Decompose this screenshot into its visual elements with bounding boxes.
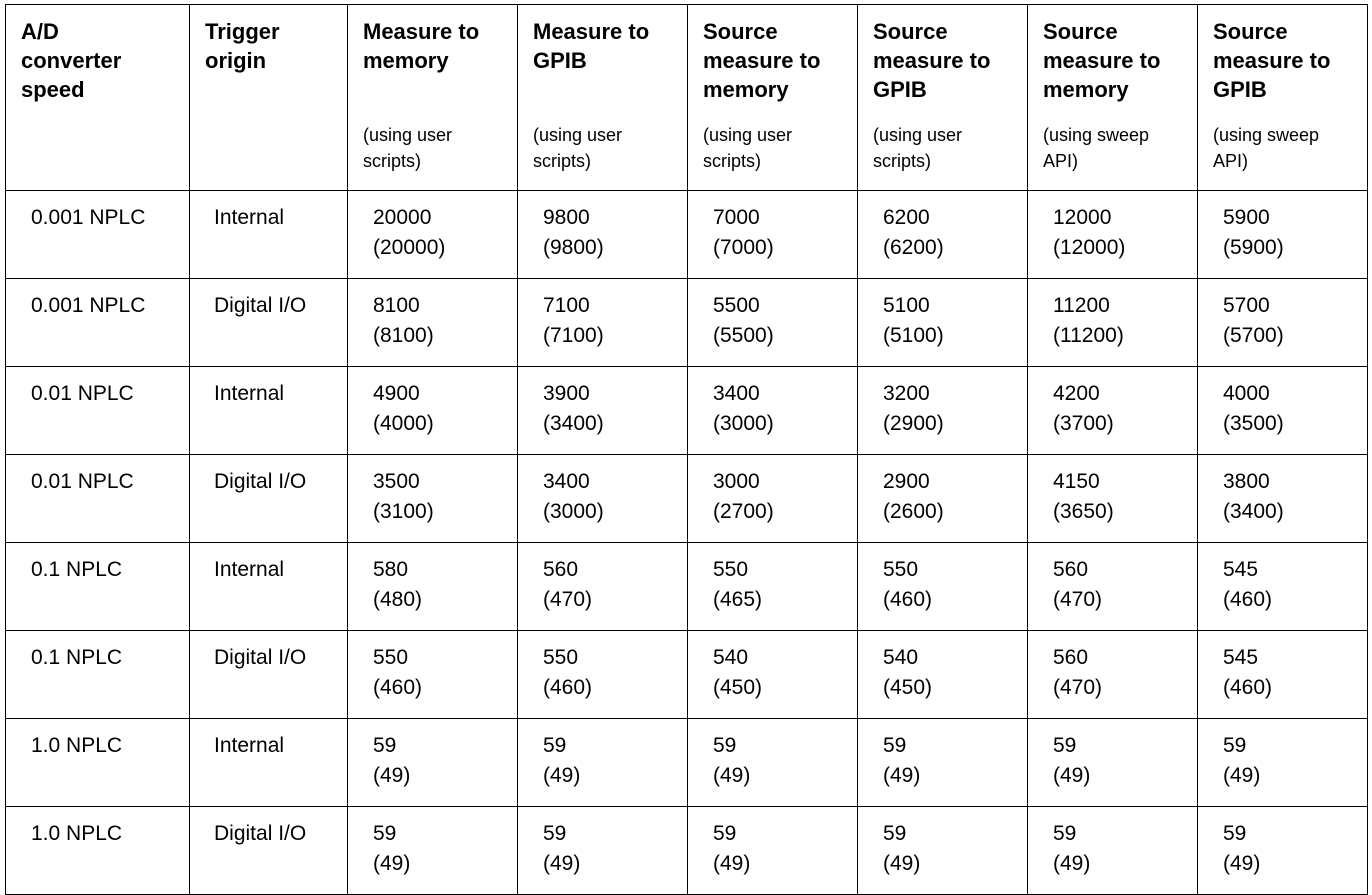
cell-rate [688,719,858,807]
header-measure-memory-scripts [348,5,518,191]
cell-rate [858,191,1028,279]
rate-value-parenthesized: (49) [1053,764,1091,787]
cell-rate [1198,367,1368,455]
header-note: (using user scripts) [533,125,623,171]
rate-value-parenthesized: (5700) [1223,324,1284,347]
cell-rate [518,719,688,807]
rate-value-parenthesized: (460) [373,676,423,699]
rate-value: 12000 [1053,206,1112,229]
rate-value-parenthesized: (460) [543,676,593,699]
cell-rate [1198,191,1368,279]
rate-value-parenthesized: (2600) [883,500,944,523]
rate-value: 550 [543,646,579,669]
rate-value: 550 [713,558,749,581]
rate-value-parenthesized: (3100) [373,500,434,523]
rate-value-parenthesized: (5900) [1223,236,1284,259]
cell-rate [1198,719,1368,807]
cell-trigger-origin: Digital I/O [190,631,348,719]
cell-ad-speed: 0.1 NPLC [6,543,190,631]
header-source-measure-gpib-scripts [858,5,1028,191]
table-row [6,191,1368,279]
rate-value-parenthesized: (49) [713,764,751,787]
table-row [6,631,1368,719]
cell-rate [1028,191,1198,279]
cell-rate [1198,455,1368,543]
cell-rate [688,367,858,455]
header-title: Measure to memory [363,19,480,73]
rate-value: 560 [543,558,579,581]
rate-value-parenthesized: (460) [1223,588,1273,611]
rate-value: 3200 [883,382,930,405]
rate-value: 5900 [1223,206,1270,229]
rate-value: 3800 [1223,470,1270,493]
rate-value-parenthesized: (3400) [543,412,604,435]
cell-rate [348,807,518,895]
rate-value-parenthesized: (5100) [883,324,944,347]
table-row [6,455,1368,543]
header-title: Trigger origin [205,19,280,73]
cell-rate [518,543,688,631]
cell-ad-speed: 0.01 NPLC [6,455,190,543]
rate-value-parenthesized: (470) [1053,676,1103,699]
cell-rate [348,543,518,631]
cell-rate [518,191,688,279]
cell-ad-speed: 0.01 NPLC [6,367,190,455]
table-row [6,807,1368,895]
header-title: Source measure to memory [703,19,821,102]
rate-value-parenthesized: (470) [543,588,593,611]
header-title: Measure to GPIB [533,19,650,73]
rate-value-parenthesized: (470) [1053,588,1103,611]
cell-rate [858,367,1028,455]
cell-rate [518,631,688,719]
rate-value-parenthesized: (480) [373,588,423,611]
rate-value: 6200 [883,206,930,229]
cell-rate [858,455,1028,543]
rate-value: 545 [1223,646,1259,669]
rate-value: 4200 [1053,382,1100,405]
cell-rate [348,455,518,543]
rate-value-parenthesized: (49) [1223,764,1261,787]
header-title: A/D converter speed [21,19,122,102]
header-note: (using user scripts) [873,125,963,171]
rate-value: 59 [883,734,907,757]
rate-value: 4000 [1223,382,1270,405]
rate-value: 59 [373,822,397,845]
cell-rate [688,631,858,719]
rate-value: 20000 [373,206,432,229]
rate-value-parenthesized: (8100) [373,324,434,347]
rate-value: 5100 [883,294,930,317]
rate-value-parenthesized: (9800) [543,236,604,259]
cell-rate [688,807,858,895]
rate-value: 59 [1223,822,1247,845]
rate-value: 59 [1223,734,1247,757]
rate-value-parenthesized: (7100) [543,324,604,347]
rate-value: 59 [713,734,737,757]
rate-value: 5500 [713,294,760,317]
rate-value: 7000 [713,206,760,229]
rate-value-parenthesized: (49) [883,852,921,875]
rate-value-parenthesized: (460) [883,588,933,611]
rate-value: 580 [373,558,409,581]
rate-value: 59 [1053,822,1077,845]
rate-value: 3000 [713,470,760,493]
cell-rate [1028,719,1198,807]
table-row [6,719,1368,807]
table-header-row [6,5,1368,191]
cell-trigger-origin: Digital I/O [190,807,348,895]
rate-value: 550 [373,646,409,669]
rate-value: 550 [883,558,919,581]
header-note: (using sweep API) [1043,125,1150,171]
cell-ad-speed: 1.0 NPLC [6,807,190,895]
table-row [6,367,1368,455]
cell-rate [1028,455,1198,543]
rate-value-parenthesized: (7000) [713,236,774,259]
rate-value-parenthesized: (465) [713,588,763,611]
cell-rate [858,543,1028,631]
rate-value-parenthesized: (49) [713,852,751,875]
cell-trigger-origin: Digital I/O [190,279,348,367]
rate-value-parenthesized: (5500) [713,324,774,347]
header-note: (using sweep API) [1213,125,1320,171]
cell-rate [1198,807,1368,895]
header-measure-gpib-scripts [518,5,688,191]
rate-value: 560 [1053,646,1089,669]
cell-ad-speed: 0.001 NPLC [6,279,190,367]
cell-rate [518,279,688,367]
rate-value: 59 [883,822,907,845]
rate-value-parenthesized: (3400) [1223,500,1284,523]
cell-rate [1028,367,1198,455]
cell-rate [688,455,858,543]
rate-value: 59 [373,734,397,757]
cell-rate [1028,543,1198,631]
cell-rate [858,807,1028,895]
rate-value: 540 [713,646,749,669]
rate-value: 2900 [883,470,930,493]
rate-value: 59 [713,822,737,845]
rate-value-parenthesized: (49) [1053,852,1091,875]
rate-value-parenthesized: (3650) [1053,500,1114,523]
cell-rate [348,279,518,367]
rate-value: 560 [1053,558,1089,581]
rate-value-parenthesized: (49) [543,852,581,875]
rate-value-parenthesized: (6200) [883,236,944,259]
rate-value-parenthesized: (12000) [1053,236,1126,259]
cell-rate [858,719,1028,807]
rate-value-parenthesized: (3000) [713,412,774,435]
header-note: (using user scripts) [703,125,793,171]
cell-ad-speed: 0.001 NPLC [6,191,190,279]
rate-value-parenthesized: (3000) [543,500,604,523]
cell-rate [858,279,1028,367]
cell-rate [348,367,518,455]
cell-rate [518,367,688,455]
rate-value: 4150 [1053,470,1100,493]
speed-table [5,4,1368,895]
cell-trigger-origin: Internal [190,543,348,631]
header-source-measure-gpib-sweep [1198,5,1368,191]
table-row [6,543,1368,631]
cell-rate [1198,543,1368,631]
rate-value-parenthesized: (3700) [1053,412,1114,435]
cell-rate [688,543,858,631]
rate-value-parenthesized: (460) [1223,676,1273,699]
rate-value: 4900 [373,382,420,405]
cell-rate [518,807,688,895]
cell-rate [1198,279,1368,367]
cell-ad-speed: 1.0 NPLC [6,719,190,807]
rate-value: 3500 [373,470,420,493]
cell-rate [518,455,688,543]
header-note: (using user scripts) [363,125,453,171]
cell-rate [688,279,858,367]
rate-value-parenthesized: (2700) [713,500,774,523]
header-source-measure-memory-scripts [688,5,858,191]
rate-value-parenthesized: (3500) [1223,412,1284,435]
rate-value-parenthesized: (49) [883,764,921,787]
cell-rate [348,719,518,807]
header-source-measure-memory-sweep [1028,5,1198,191]
cell-rate [688,191,858,279]
rate-value: 59 [543,822,567,845]
cell-rate [1198,631,1368,719]
cell-rate [1028,631,1198,719]
cell-rate [858,631,1028,719]
table-row [6,279,1368,367]
rate-value: 540 [883,646,919,669]
rate-value: 5700 [1223,294,1270,317]
rate-value-parenthesized: (49) [373,852,411,875]
rate-value-parenthesized: (49) [1223,852,1261,875]
rate-value-parenthesized: (4000) [373,412,434,435]
header-title: Source measure to GPIB [873,19,991,102]
header-title: Source measure to memory [1043,19,1161,102]
cell-trigger-origin: Internal [190,719,348,807]
rate-value: 9800 [543,206,590,229]
table-body [6,191,1368,895]
rate-value: 7100 [543,294,590,317]
rate-value: 59 [543,734,567,757]
cell-rate [348,631,518,719]
rate-value-parenthesized: (49) [373,764,411,787]
cell-ad-speed: 0.1 NPLC [6,631,190,719]
rate-value: 545 [1223,558,1259,581]
cell-rate [1028,807,1198,895]
cell-trigger-origin: Internal [190,191,348,279]
rate-value-parenthesized: (11200) [1053,324,1124,347]
rate-value: 11200 [1053,294,1110,317]
cell-rate [348,191,518,279]
rate-value: 3400 [713,382,760,405]
header-title: Source measure to GPIB [1213,19,1331,102]
cell-trigger-origin: Digital I/O [190,455,348,543]
rate-value: 3400 [543,470,590,493]
rate-value-parenthesized: (450) [883,676,933,699]
header-ad-speed [6,5,190,191]
rate-value-parenthesized: (49) [543,764,581,787]
rate-value: 3900 [543,382,590,405]
rate-value-parenthesized: (20000) [373,236,446,259]
rate-value: 59 [1053,734,1077,757]
cell-rate [1028,279,1198,367]
cell-trigger-origin: Internal [190,367,348,455]
header-trigger-origin [190,5,348,191]
rate-value-parenthesized: (450) [713,676,763,699]
rate-value: 8100 [373,294,420,317]
rate-value-parenthesized: (2900) [883,412,944,435]
